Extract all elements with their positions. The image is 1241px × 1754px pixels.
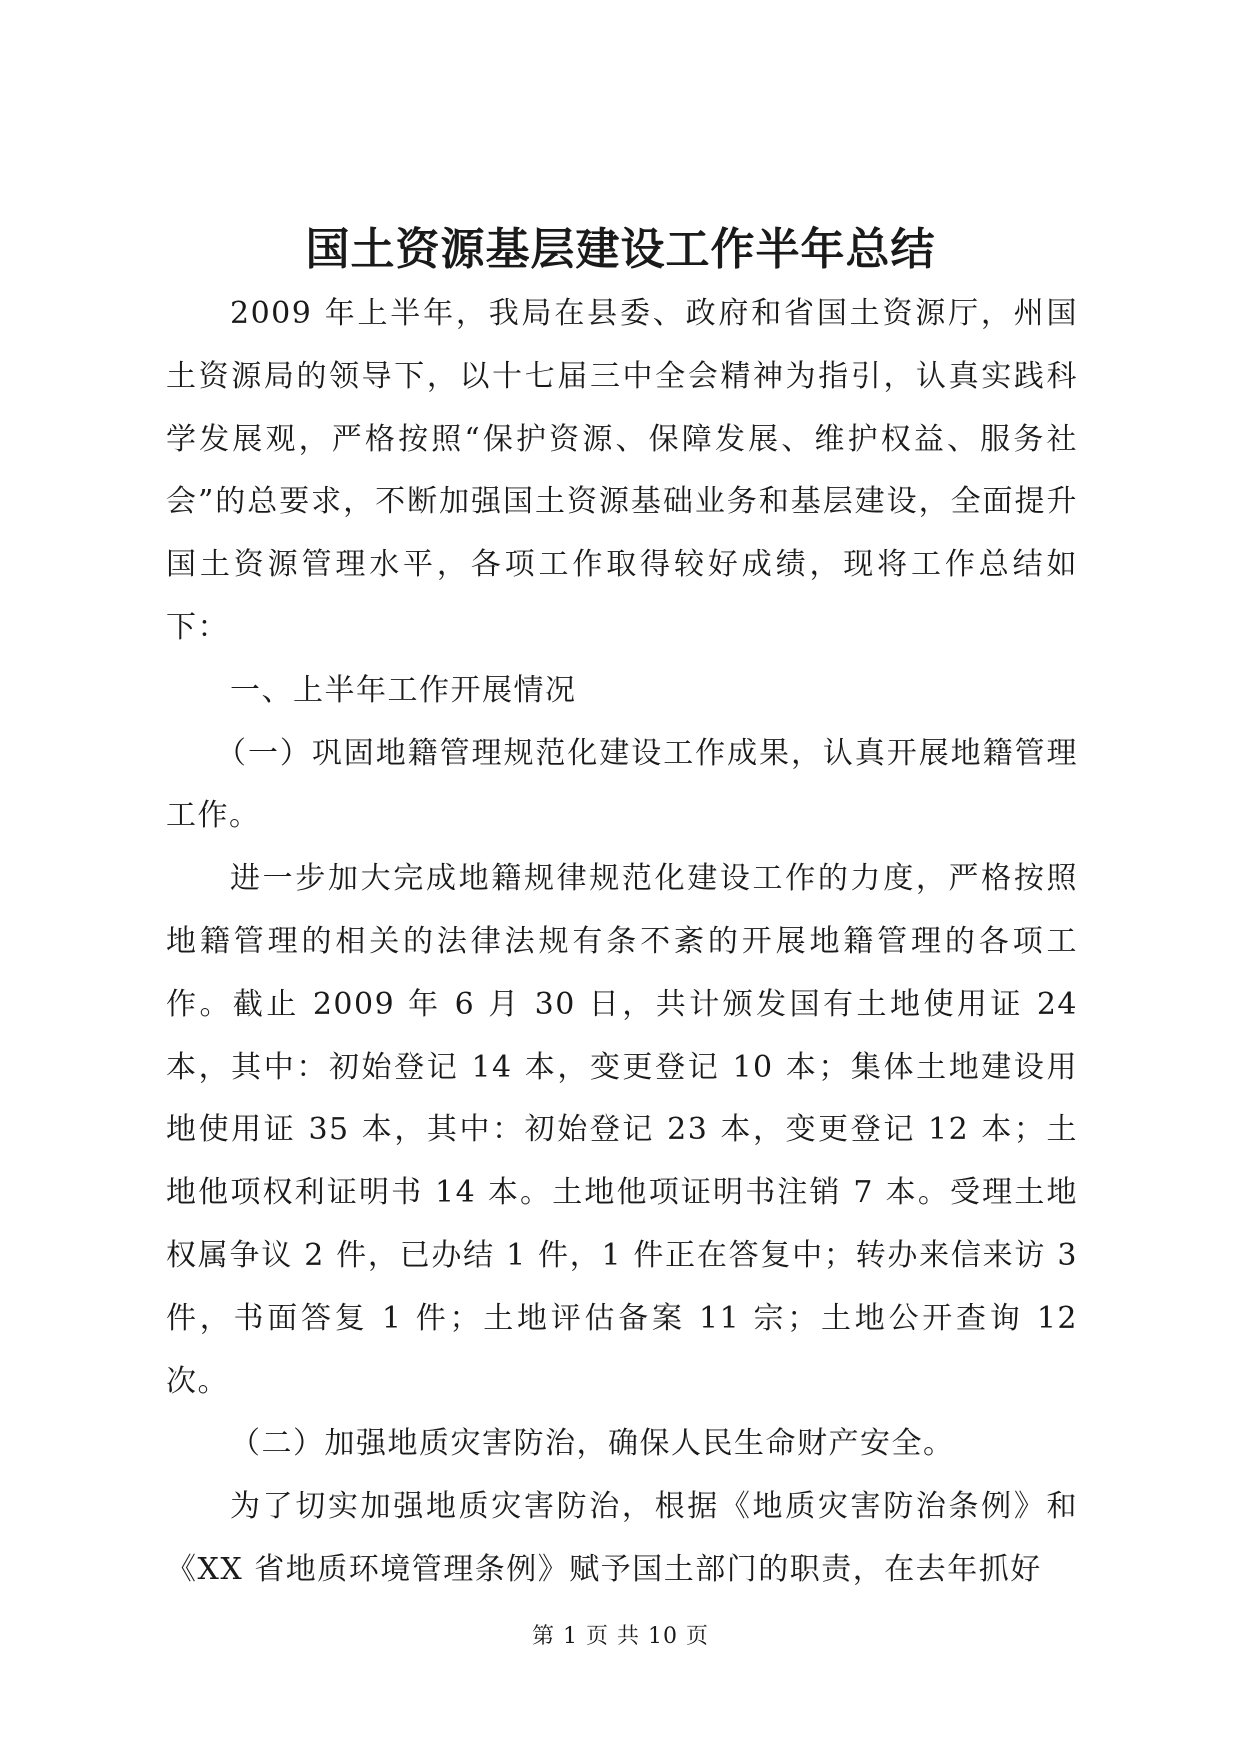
section-heading-1: 一、上半年工作开展情况 — [230, 672, 577, 708]
land-registry-paragraph: 进一步加大完成地籍规律规范化建设工作的力度，严格按照地籍管理的相关的法律法规有条不紊的开展地籍管理的各项工作。截止 2009 年 6 月 30 日，共计颁发国有土地使用证 24 本，其中：初始登记 14 本，变更登记 10 本；集体土地建设用地使用证 35 本，其中：初始登记 23 本，变更登记 12 本；土地他项权利证明书 14 本。土地他项证明书注销 7 本。受理土地权属争议 2 件，已办结 1 件，1 件正在答复中；转办来信来访 3 件，书面答复 1 件；土地评估备案 11 宗；土地公开查询 12 次。 — [166, 861, 1078, 1399]
document-title: 国土资源基层建设工作半年总结 — [305, 224, 936, 275]
subsection-heading-1: （一）巩固地籍管理规范化建设工作成果，认真开展地籍管理工作。 — [166, 735, 1078, 834]
page-number-footer: 第 1 页 共 10 页 — [532, 1624, 709, 1649]
disaster-prevention-paragraph: 为了切实加强地质灾害防治，根据《地质灾害防治条例》和《XX 省地质环境管理条例》赋予国土部门的职责，在去年抓好 — [166, 1489, 1078, 1587]
subsection-heading-2: （二）加强地质灾害防治，确保人民生命财产安全。 — [230, 1426, 955, 1462]
document-body — [166, 283, 1078, 1602]
intro-paragraph: 2009 年上半年，我局在县委、政府和省国土资源厅，州国土资源局的领导下，以十七届三中全会精神为指引，认真实践科学发展观，严格按照“保护资源、保障发展、维护权益、服务社会”的总要求，不断加强国土资源基础业务和基层建设，全面提升国土资源管理水平，各项工作取得较好成绩，现将工作总结如下： — [166, 296, 1078, 645]
